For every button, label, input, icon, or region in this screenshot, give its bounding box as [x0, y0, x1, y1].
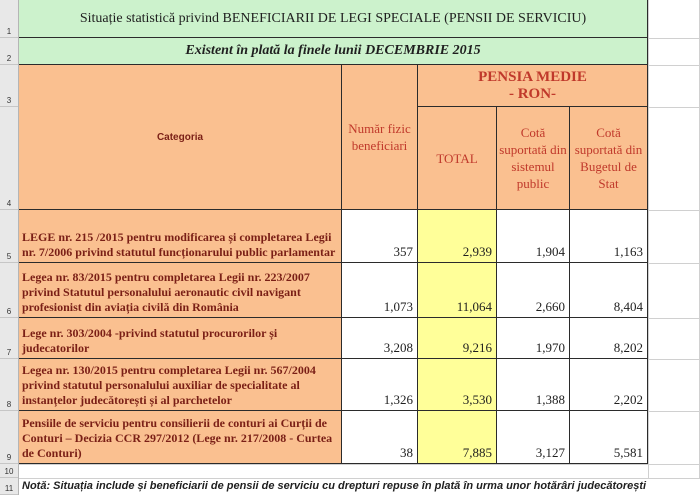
row-number[interactable]: 6: [0, 263, 18, 318]
footnote[interactable]: Notă: Situația include și beneficiarii de pensii de serviciu cu drepturi repuse în plată în urma unor hotărâri judecătorești: [22, 480, 647, 492]
row-number[interactable]: 5: [0, 210, 18, 263]
pensia-medie-label: PENSIA MEDIE: [478, 68, 587, 85]
header-total[interactable]: TOTAL: [418, 107, 497, 210]
cell-cota-buget[interactable]: 8,202: [570, 318, 648, 359]
row-number[interactable]: 9: [0, 411, 18, 464]
gridline: [648, 38, 700, 39]
row-number[interactable]: 4: [0, 107, 18, 210]
row-number[interactable]: 8: [0, 359, 18, 411]
spreadsheet-grid: [19, 0, 700, 495]
cell-cota-public[interactable]: 2,660: [497, 263, 570, 318]
row-number[interactable]: 2: [0, 38, 18, 65]
row-number[interactable]: 11: [0, 478, 18, 495]
table-row-category[interactable]: Lege nr. 303/2004 -privind statutul procurorilor și judecatorilor: [19, 318, 342, 359]
gridline: [648, 107, 700, 108]
header-cota-buget[interactable]: Cotă suportată din Bugetul de Stat: [570, 107, 648, 210]
header-categoria[interactable]: Categoria: [19, 65, 342, 210]
gridline: [648, 411, 700, 412]
gridline: [648, 0, 649, 478]
table-title[interactable]: Situație statistică privind BENEFICIARII DE LEGI SPECIALE (PENSII DE SERVICIU): [19, 0, 648, 38]
cell-cota-buget[interactable]: 5,581: [570, 411, 648, 464]
gridline: [19, 478, 700, 479]
row-header-column: [0, 0, 19, 495]
gridline: [648, 263, 700, 264]
cell-cota-buget[interactable]: 2,202: [570, 359, 648, 411]
pensia-medie-unit: - RON-: [508, 85, 557, 102]
cell-cota-public[interactable]: 1,904: [497, 210, 570, 263]
cell-cota-public[interactable]: 1,388: [497, 359, 570, 411]
cell-beneficiari[interactable]: 3,208: [342, 318, 418, 359]
cell-cota-buget[interactable]: 8,404: [570, 263, 648, 318]
row-number[interactable]: 10: [0, 464, 18, 478]
row-number[interactable]: 3: [0, 65, 18, 107]
row-number[interactable]: 1: [0, 0, 18, 38]
header-pensia-medie[interactable]: [418, 65, 648, 107]
gridline: [648, 359, 700, 360]
table-row-category[interactable]: LEGE nr. 215 /2015 pentru modificarea și completarea Legii nr. 7/2006 privind statutul funcționarului public parlamentar: [19, 210, 342, 263]
cell-total[interactable]: 2,939: [418, 210, 497, 263]
cell-cota-buget[interactable]: 1,163: [570, 210, 648, 263]
cell-total[interactable]: 7,885: [418, 411, 497, 464]
cell-cota-public[interactable]: 1,970: [497, 318, 570, 359]
table-subtitle[interactable]: Existent în plată la finele lunii DECEMBRIE 2015: [19, 38, 648, 65]
cell-total[interactable]: 9,216: [418, 318, 497, 359]
header-cota-public[interactable]: Cotă suportată din sistemul public: [497, 107, 570, 210]
gridline: [648, 210, 700, 211]
header-numar-fizic[interactable]: Număr fizic beneficiari: [342, 65, 418, 210]
cell-beneficiari[interactable]: 357: [342, 210, 418, 263]
table-row-category[interactable]: Legea nr. 130/2015 pentru completarea Legii nr. 567/2004 privind statutul personalului auxiliar de specialitate al instanțelor judecătorești și al parchetelor: [19, 359, 342, 411]
row-number[interactable]: 7: [0, 318, 18, 359]
gridline: [19, 464, 700, 465]
table-row-category[interactable]: Legea nr. 83/2015 pentru completarea Legii nr. 223/2007 privind Statutul personalului aeronautic civil navigant profesionist din aviația civilă din România: [19, 263, 342, 318]
gridline: [648, 65, 700, 66]
cell-beneficiari[interactable]: 38: [342, 411, 418, 464]
cell-beneficiari[interactable]: 1,073: [342, 263, 418, 318]
cell-cota-public[interactable]: 3,127: [497, 411, 570, 464]
cell-total[interactable]: 3,530: [418, 359, 497, 411]
table-row-category[interactable]: Pensiile de serviciu pentru consilierii de conturi ai Curții de Conturi – Decizia CCR 297/2012 (Lege nr. 217/2008 - Curtea de Conturi): [19, 411, 342, 464]
cell-beneficiari[interactable]: 1,326: [342, 359, 418, 411]
gridline: [648, 318, 700, 319]
cell-total[interactable]: 11,064: [418, 263, 497, 318]
